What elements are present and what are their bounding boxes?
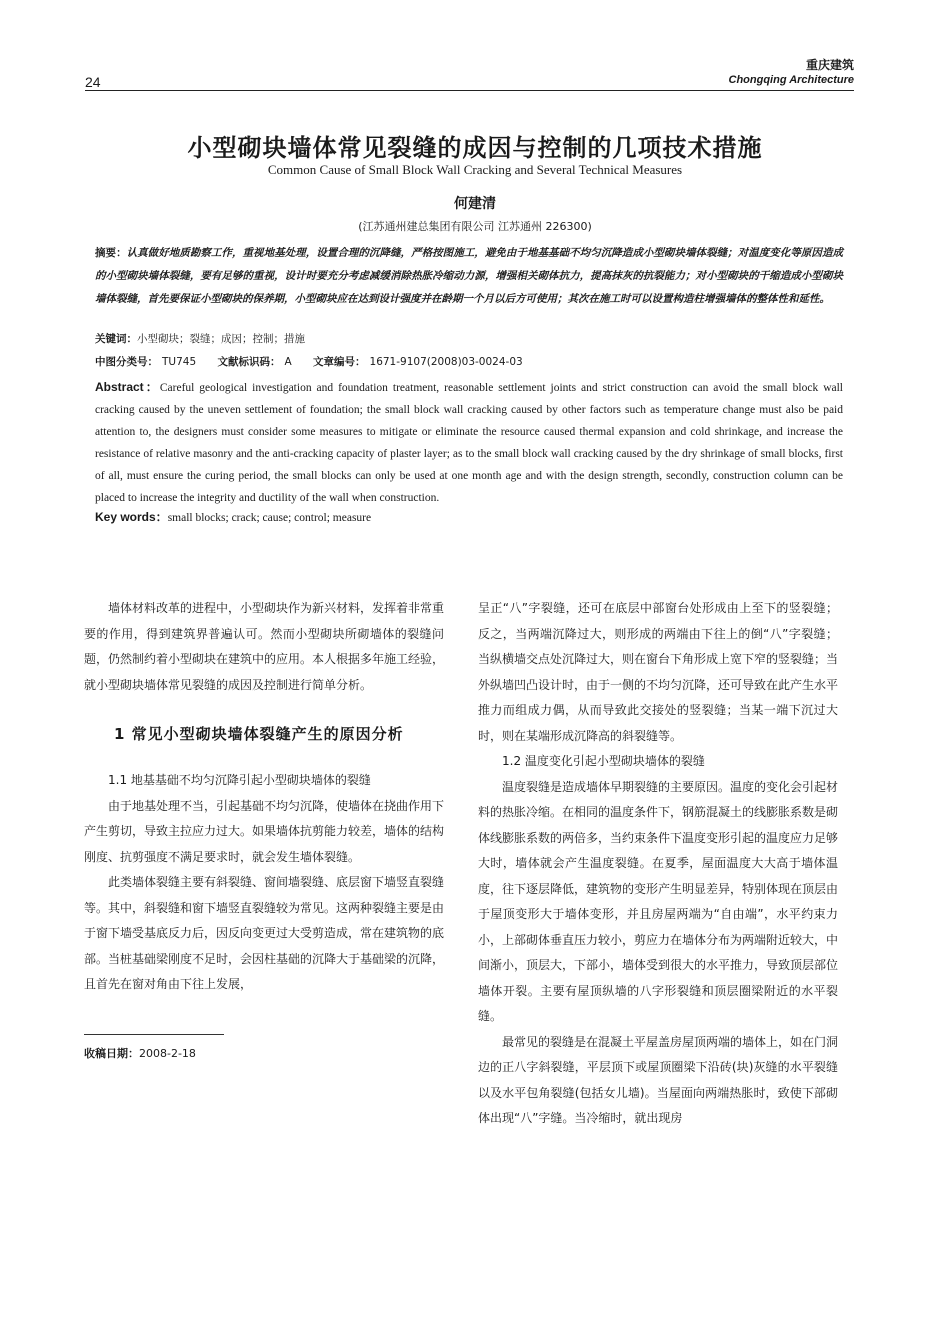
doc-code-label: 文献标识码： (217, 356, 281, 368)
abstract-en (95, 376, 843, 509)
body-column-right (478, 596, 838, 1132)
subsection-1-1-heading: 1.1 地基基础不均匀沉降引起小型砌块墙体的裂缝 (108, 773, 371, 787)
author-affiliation: (江苏通州建总集团有限公司 江苏通州 226300) (358, 220, 592, 233)
section-1-heading: 1 常见小型砌块墙体裂缝产生的原因分析 (114, 725, 404, 743)
author-name: 何建清 (454, 196, 496, 212)
body-paragraph: 此类墙体裂缝主要有斜裂缝、窗间墙裂缝、底层窗下墙竖直裂缝等。其中，斜裂缝和窗下墙竖直裂缝较为常见。这两种裂缝主要是由于窗下墙受基底反力后，因反向变更过大受剪造成，常在建筑物的底部。当桩基础梁刚度不足时，会因柱基础的沉降大于基础梁的沉降，且首先在窗对角由下往上发展， (84, 875, 445, 991)
body-paragraph: 温度裂缝是造成墙体早期裂缝的主要原因。温度的变化会引起材料的热胀冷缩。在相同的温度条件下，钢筋混凝土的线膨胀系数是砌体线膨胀系数的两倍多，当约束条件下温度变形引起的温度应力足够大时，墙体就会产生温度裂缝。在夏季，屋面温度大大高于墙体温度，往下逐层降低，建筑物的变形产生明显差异，特别体现在顶层由于屋顶变形大于墙体变形，并且房屋两端为“自由端”，水平约束力小，上部砌体垂直压力较小，剪应力在墙体分布为两端附近较大，中间渐小，顶层大，下部小，墙体受到很大的水平推力，导致顶层部位墙体开裂。主要有屋顶纵墙的八字形裂缝和顶层圈梁附近的水平裂缝。 (478, 779, 839, 1023)
clc-value: TU745 (162, 356, 197, 368)
keywords-cn-label: 关键词： (95, 333, 137, 345)
page-number: 24 (85, 74, 101, 90)
journal-name (729, 58, 854, 88)
body-paragraph: 呈正“八”字裂缝，还可在底层中部窗台处形成由上至下的竖裂缝；反之，当两端沉降过大，则形成的两端由下往上的倒“八”字裂缝；当纵横墙交点处沉降过大，则在窗台下角形成上宽下窄的竖裂缝；当外纵墙凹凸设计时，由于一侧的不均匀沉降，还可导致在此产生水平推力而组成力偶，从而导致此交接处的竖裂缝；当某一端下沉过大时，则在某端形成沉降高的斜裂缝等。 (478, 601, 839, 743)
received-date-label: 收稿日期： (84, 1046, 139, 1060)
abstract-cn (95, 242, 843, 311)
body-paragraph: 最常见的裂缝是在混凝土平屋盖房屋顶两端的墙体上，如在门洞边的正八字斜裂缝，平层顶下或屋顶圈梁下沿砖(块)灰缝的水平裂缝以及水平包角裂缝(包括女儿墙)。当屋面向两端热胀时，致使下部砌体出现“八”字缝。当冷缩时，就出现房 (478, 1034, 839, 1125)
keywords-cn (95, 330, 843, 348)
abstract-en-label: Abstract： (95, 380, 160, 394)
intro-paragraph: 墙体材料改革的进程中，小型砌块作为新兴材料，发挥着非常重要的作用，得到建筑界普遍认可。然而小型砌块所砌墙体的裂缝问题，仍然制约着小型砌块在建筑中的应用。本人根据多年施工经验，就小型砌块墙体常见裂缝的成因及控制进行简单分析。 (84, 601, 445, 692)
journal-name-cn: 重庆建筑 (805, 58, 854, 72)
body-column-left (84, 596, 444, 1066)
classification-line (95, 353, 843, 371)
doc-code-value: A (284, 356, 292, 368)
body-paragraph: 由于地基处理不当，引起基础不均匀沉降，使墙体在挠曲作用下产生剪切，导致主拉应力过大。如果墙体抗剪能力较差，墙体的结构刚度、抗剪强度不满足要求时，就会发生墙体裂缝。 (84, 798, 445, 864)
keywords-en-label: Key words： (95, 510, 168, 524)
abstract-cn-label: 摘要： (95, 247, 127, 259)
clc-label: 中图分类号： (95, 356, 158, 368)
journal-name-en: Chongqing Architecture (728, 74, 854, 86)
abstract-cn-text: 认真做好地质勘察工作，重视地基处理，设置合理的沉降缝，严格按图施工，避免由于地基基础不均匀沉降造成小型砌块墙体裂缝；对温度变化等原因造成的小型砌块墙体裂缝，要有足够的重视，设计时要充分考虑减缓消除热胀冷缩动力源，增强相关砌体抗力，提高抹灰的抗裂能力；对小型砌块的干缩造成小型砌块墙体裂缝，首先要保证小型砌块的保养期，小型砌块应在达到设计强度并在龄期一个月以后方可使用；其次在施工时可以设置构造柱增强墙体的整体性和延性。 (95, 247, 843, 305)
received-date-value: 2008-2-18 (139, 1046, 196, 1060)
header-divider (85, 90, 854, 91)
article-number-value: 1671-9107(2008)03-0024-03 (369, 356, 523, 368)
footnote-divider (84, 1034, 224, 1035)
article-title: 小型砌块墙体常见裂缝的成因与控制的几项技术措施 (187, 134, 763, 162)
keywords-cn-text: 小型砌块；裂缝；成因；控制；措施 (137, 333, 305, 345)
keywords-en (95, 506, 843, 529)
article-number-label: 文章编号： (313, 356, 366, 368)
abstract-en-text: Careful geological investigation and foundation treatment, reasonable settlement joints and strict construction can avoid the small block wall cracking caused by the uneven settlement of foundation; the small block wall cracking caused by other factors such as temperature change must also be paid attention to, the designers must consider some measures to mitigate or eliminate the resource caused thermal expansion and cold shrinkage, and increase the resistance of relative masonry and the anti-cracking capacity of plaster layer; as to the small block wall cracking caused by the dry shrinkage of small blocks, first of all, must ensure the curing period, the small blocks can only be used at one month age and with the design strength, secondly, construction column can be placed to increase the integrity and ductility of the wall when construction. (95, 382, 843, 504)
received-date (84, 1041, 444, 1067)
subsection-1-2-heading: 1.2 温度变化引起小型砌块墙体的裂缝 (502, 754, 705, 768)
article-title-en: Common Cause of Small Block Wall Cracking and Several Technical Measures (267, 162, 683, 177)
keywords-en-text: small blocks; crack; cause; control; measure (167, 512, 372, 524)
